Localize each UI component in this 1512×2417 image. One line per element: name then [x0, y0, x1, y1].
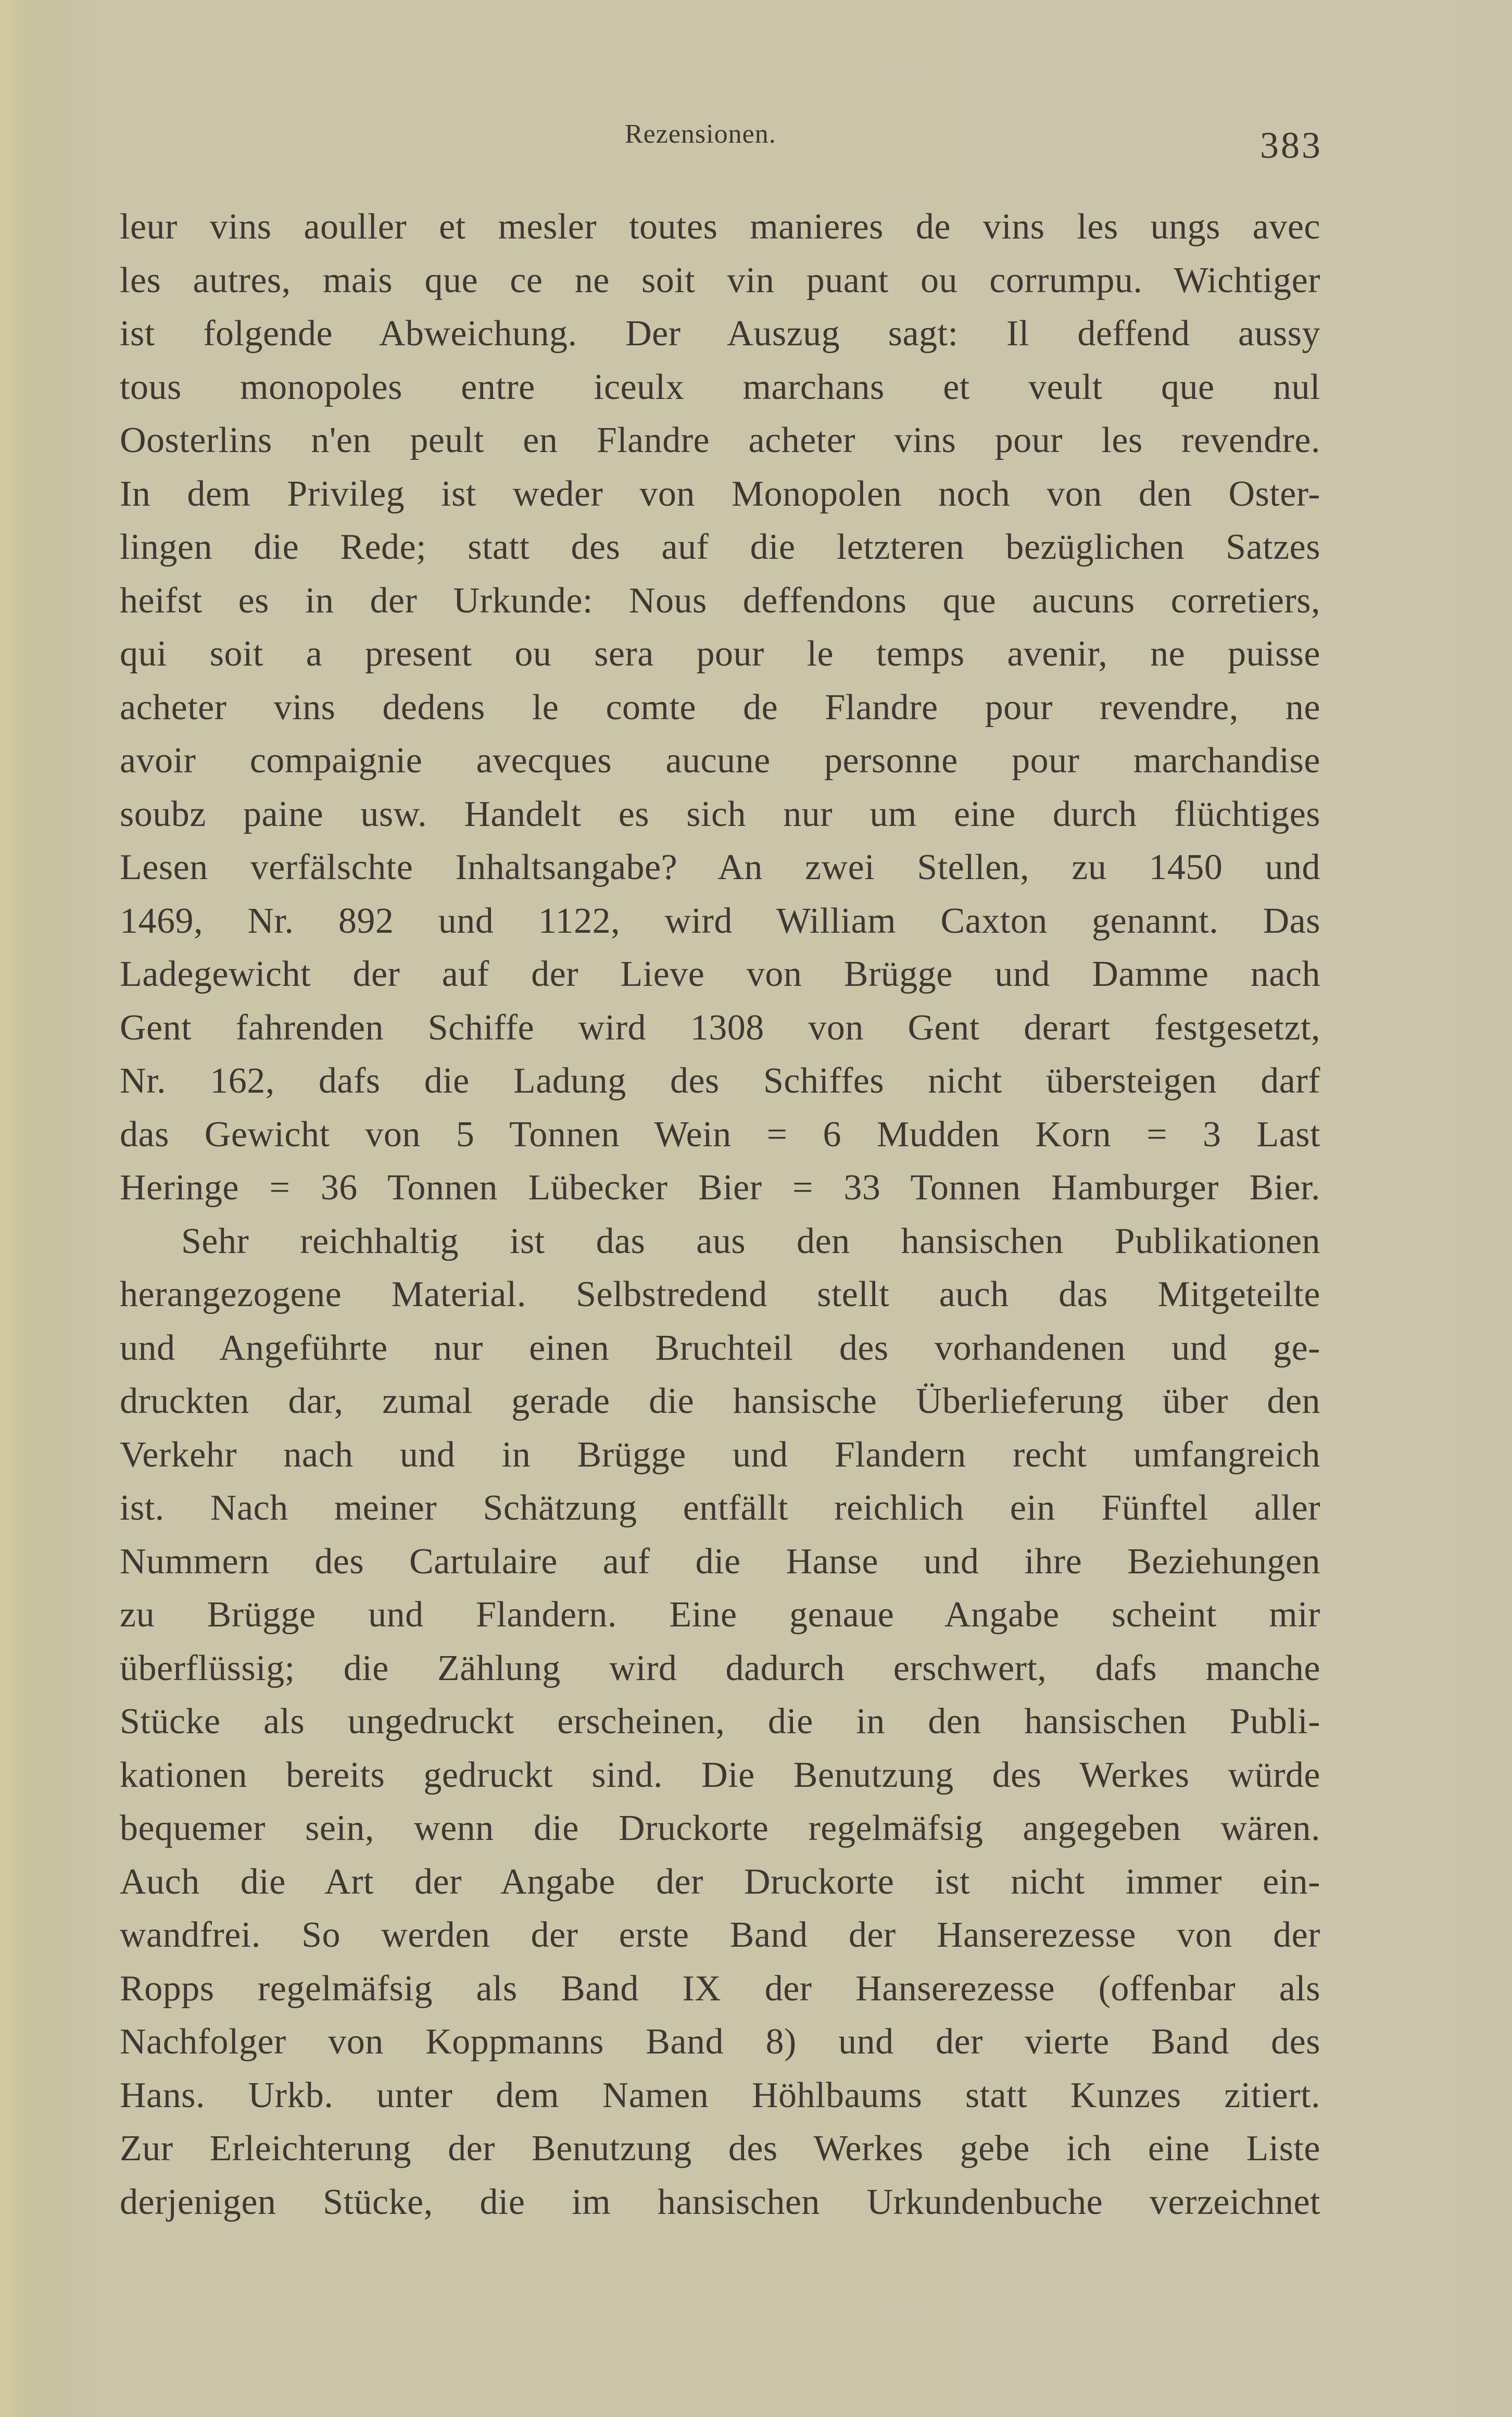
text-line: soubz paine usw. Handelt es sich nur um eine durch flüchtiges	[120, 794, 1320, 834]
text-line: In dem Privileg ist weder von Monopolen noch von den Oster-	[120, 473, 1320, 514]
text-line: acheter vins dedens le comte de Flandre pour revendre, ne	[120, 687, 1320, 728]
text-line: Auch die Art der Angabe der Druckorte ist nicht immer ein-	[120, 1861, 1320, 1902]
page-number: 383	[1260, 124, 1322, 166]
text-line: Gent fahrenden Schiffe wird 1308 von Gent derart festgesetzt,	[120, 1007, 1320, 1048]
text-line: avoir compaignie avecques aucune personne pour marchandise	[120, 741, 1320, 781]
text-line: kationen bereits gedruckt sind. Die Benutzung des Werkes würde	[120, 1755, 1320, 1795]
text-line: druckten dar, zumal gerade die hansische Überlieferung über den	[120, 1381, 1320, 1421]
text-line: tous monopoles entre iceulx marchans et veult que nul	[120, 367, 1320, 407]
text-line: derjenigen Stücke, die im hansischen Urkundenbuche verzeichnet	[120, 2182, 1320, 2222]
text-line: und Angeführte nur einen Bruchteil des vorhandenen und ge-	[120, 1328, 1320, 1368]
text-line: Oosterlins n'en peult en Flandre acheter vins pour les revendre.	[120, 420, 1320, 460]
text-line: das Gewicht von 5 Tonnen Wein = 6 Mudden Korn = 3 Last	[120, 1114, 1320, 1155]
text-line: wandfrei. So werden der erste Band der Hanserezesse von der	[120, 1915, 1320, 1955]
text-line: Ladegewicht der auf der Lieve von Brügge und Damme nach	[120, 954, 1320, 994]
text-line: Verkehr nach und in Brügge und Flandern recht umfangreich	[120, 1434, 1320, 1475]
text-line: 1469, Nr. 892 und 1122, wird William Caxton genannt. Das	[120, 900, 1320, 941]
text-line: zu Brügge und Flandern. Eine genaue Angabe scheint mir	[120, 1595, 1320, 1635]
text-line: Nummern des Cartulaire auf die Hanse und ihre Beziehungen	[120, 1541, 1320, 1582]
text-line: les autres, mais que ce ne soit vin puant ou corrumpu. Wichtiger	[120, 260, 1320, 300]
running-title: Rezensionen.	[625, 119, 776, 149]
text-line: bequemer sein, wenn die Druckorte regelmäfsig angegeben wären.	[120, 1808, 1320, 1848]
text-line: herangezogene Material. Selbstredend stellt auch das Mitgeteilte	[120, 1274, 1320, 1314]
text-line: Zur Erleichterung der Benutzung des Werkes gebe ich eine Liste	[120, 2128, 1320, 2169]
text-line: leur vins aouller et mesler toutes manieres de vins les ungs avec	[120, 207, 1320, 247]
text-line: heifst es in der Urkunde: Nous deffendons que aucuns corretiers,	[120, 580, 1320, 621]
running-head	[0, 119, 1512, 166]
text-line: Heringe = 36 Tonnen Lübecker Bier = 33 Tonnen Hamburger Bier.	[120, 1168, 1320, 1208]
text-line: Stücke als ungedruckt erscheinen, die in den hansischen Publi-	[120, 1701, 1320, 1742]
text-line: überflüssig; die Zählung wird dadurch erschwert, dafs manche	[120, 1648, 1320, 1688]
text-line: qui soit a present ou sera pour le temps avenir, ne puisse	[120, 634, 1320, 674]
text-line: Nr. 162, dafs die Ladung des Schiffes nicht übersteigen darf	[120, 1061, 1320, 1101]
body-text	[120, 201, 1320, 2229]
paragraph-first-line: Sehr reichhaltig ist das aus den hansischen Publikationen	[181, 1221, 1320, 1261]
text-line: Hans. Urkb. unter dem Namen Höhlbaums statt Kunzes zitiert.	[120, 2075, 1320, 2115]
text-line: ist folgende Abweichung. Der Auszug sagt: Il deffend aussy	[120, 314, 1320, 354]
text-line: Ropps regelmäfsig als Band IX der Hanserezesse (offenbar als	[120, 1968, 1320, 2009]
text-line: Lesen verfälschte Inhaltsangabe? An zwei Stellen, zu 1450 und	[120, 847, 1320, 887]
text-line: ist. Nach meiner Schätzung entfällt reichlich ein Fünftel aller	[120, 1488, 1320, 1528]
text-line: Nachfolger von Koppmanns Band 8) und der vierte Band des	[120, 2022, 1320, 2062]
text-line: lingen die Rede; statt des auf die letzteren bezüglichen Satzes	[120, 527, 1320, 567]
